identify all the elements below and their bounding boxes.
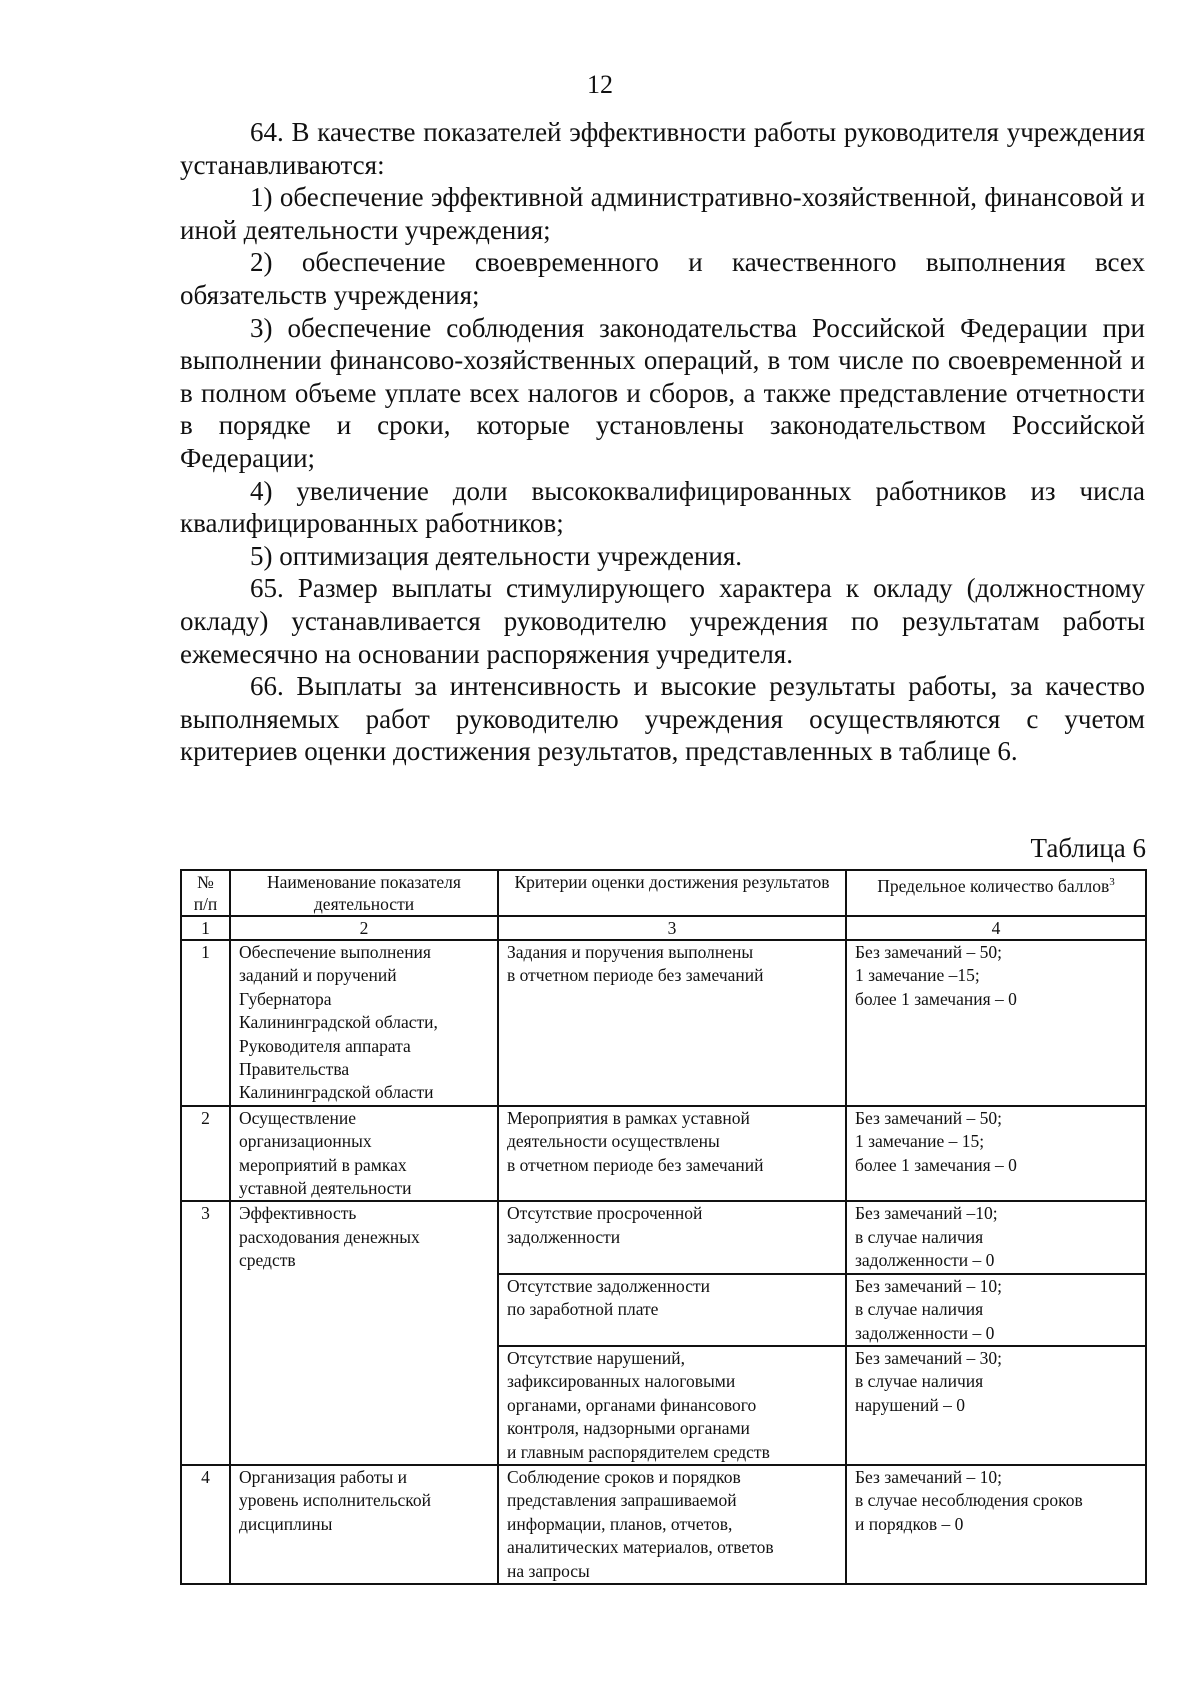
criteria-cell: Отсутствие задолженности по заработной плате	[498, 1274, 846, 1346]
header-num: № п/п	[181, 870, 230, 916]
list-item-1: 1) обеспечение эффективной административно-хозяйственной, финансовой и иной деятельности учреждения;	[180, 182, 1145, 245]
points-cell: Без замечаний – 10; в случае несоблюдения сроков и порядков – 0	[846, 1465, 1146, 1584]
index-cell: 1	[181, 916, 230, 940]
row-number: 4	[181, 1465, 230, 1584]
criteria-cell: Задания и поручения выполнены в отчетном периоде без замечаний	[498, 940, 846, 1106]
row-number: 3	[181, 1201, 230, 1464]
paragraph-66: 66. Выплаты за интенсивность и высокие результаты работы, за качество выполняемых работ руководителю учреждения осуществляются с учетом критериев оценки достижения результатов, представленных в таблице 6.	[180, 671, 1145, 767]
indicator-name: Обеспечение выполнения заданий и поручений Губернатора Калининградской области, Руководителя аппарата Правительства Калининградской области	[230, 940, 498, 1106]
points-cell: Без замечаний – 30; в случае наличия нарушений – 0	[846, 1346, 1146, 1465]
header-points-label: Предельное количество баллов	[877, 875, 1110, 896]
row-number: 1	[181, 940, 230, 1106]
index-cell: 4	[846, 916, 1146, 940]
criteria-cell: Отсутствие нарушений, зафиксированных налоговыми органами, органами финансового контроля, надзорными органами и главным распорядителем средств	[498, 1346, 846, 1465]
indicator-name: Осуществление организационных мероприятий в рамках уставной деятельности	[230, 1106, 498, 1202]
points-cell: Без замечаний – 50; 1 замечание – 15; более 1 замечания – 0	[846, 1106, 1146, 1202]
row-number: 2	[181, 1106, 230, 1202]
index-cell: 3	[498, 916, 846, 940]
table-row	[181, 1465, 1146, 1584]
points-cell: Без замечаний – 10; в случае наличия задолженности – 0	[846, 1274, 1146, 1346]
points-cell: Без замечаний – 50; 1 замечание –15; более 1 замечания – 0	[846, 940, 1146, 1106]
paragraph-65: 65. Размер выплаты стимулирующего характера к окладу (должностному окладу) устанавливается руководителю учреждения по результатам работы ежемесячно на основании распоряжения учредителя.	[180, 573, 1145, 669]
header-name: Наименование показателя деятельности	[230, 870, 498, 916]
table-caption: Таблица 6	[1030, 833, 1146, 863]
list-item-4: 4) увеличение доли высококвалифицированных работников из числа квалифицированных работников;	[180, 475, 1145, 539]
indicators-table	[180, 869, 1147, 1585]
list-item-3: 3) обеспечение соблюдения законодательства Российской Федерации при выполнении финансово-хозяйственных операций, в том числе по своевременной и в полном объеме уплате всех налогов и сборов, а также представление отчетности в порядке и сроки, которые установлены законодательством Российской Федерации;	[180, 312, 1145, 473]
header-criteria: Критерии оценки достижения результатов	[498, 870, 846, 916]
table-row	[181, 1106, 1146, 1202]
table-index-row	[181, 916, 1146, 940]
table-row	[181, 940, 1146, 1106]
list-item-5: 5) оптимизация деятельности учреждения.	[250, 540, 743, 571]
table-row	[181, 1201, 1146, 1273]
indicator-name: Организация работы и уровень исполнительской дисциплины	[230, 1465, 498, 1584]
points-cell: Без замечаний –10; в случае наличия задолженности – 0	[846, 1201, 1146, 1273]
criteria-cell: Мероприятия в рамках уставной деятельности осуществлены в отчетном периоде без замечаний	[498, 1106, 846, 1202]
criteria-cell: Соблюдение сроков и порядков представления запрашиваемой информации, планов, отчетов, аналитических материалов, ответов на запросы	[498, 1465, 846, 1584]
indicator-name: Эффективность расходования денежных средств	[230, 1201, 498, 1464]
table-header-row	[181, 870, 1146, 916]
page-number: 12	[587, 70, 613, 99]
footnote-marker: 3	[1109, 876, 1115, 888]
header-points	[846, 870, 1146, 916]
criteria-cell: Отсутствие просроченной задолженности	[498, 1201, 846, 1273]
paragraph-64: 64. В качестве показателей эффективности работы руководителя учреждения устанавливаются:	[180, 117, 1145, 180]
index-cell: 2	[230, 916, 498, 940]
document-body	[180, 116, 1145, 768]
list-item-2: 2) обеспечение своевременного и качественного выполнения всех обязательств учреждения;	[180, 247, 1145, 310]
